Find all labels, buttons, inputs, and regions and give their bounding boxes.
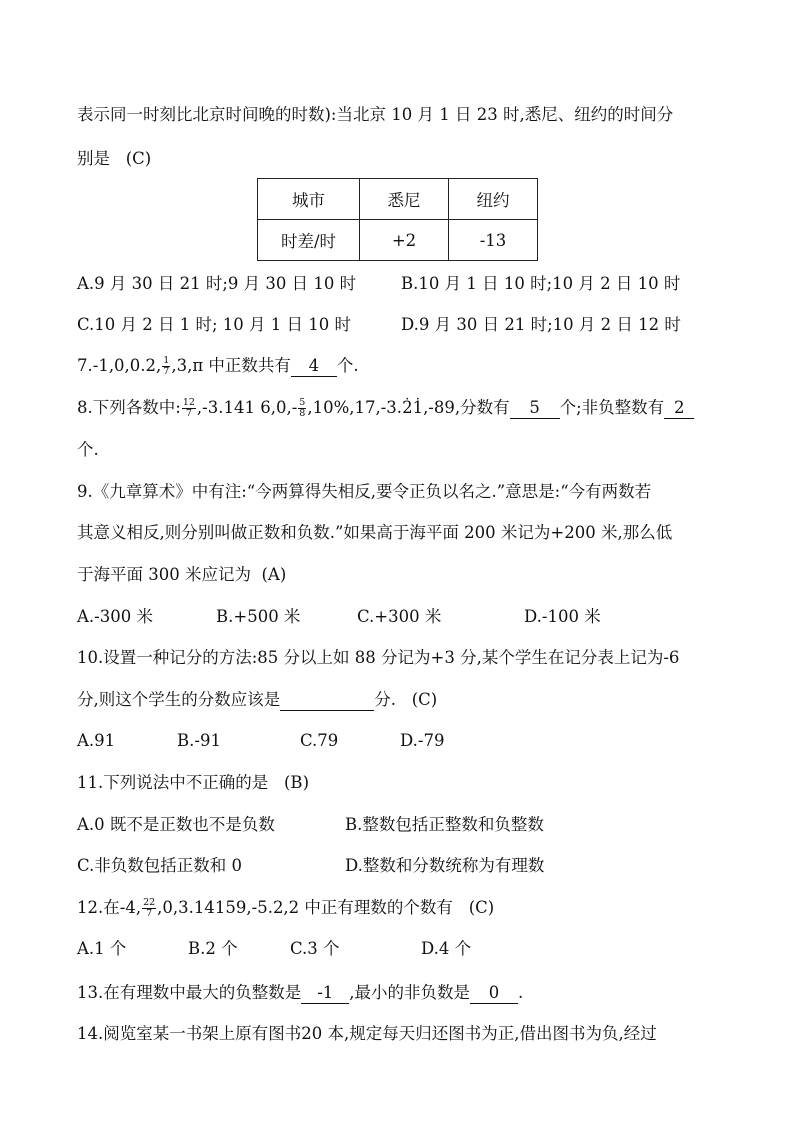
option-d: D.9 月 30 日 21 时;10 月 2 日 12 时: [401, 315, 681, 334]
q13-prefix: 13.在有理数中最大的负整数是: [77, 983, 302, 1002]
q11-options-row2: [77, 854, 727, 878]
q10-answer: (C): [411, 690, 438, 709]
fraction-numerator: 5: [299, 397, 306, 408]
fraction-numerator: 22: [143, 897, 156, 908]
q6-options-row2: [77, 313, 727, 337]
option-b: B.10 月 1 日 10 时;10 月 2 日 10 时: [401, 274, 681, 293]
option-b: B.-91: [177, 731, 221, 750]
option-d: D.4 个: [421, 939, 472, 958]
q11-options-row1: [77, 813, 727, 837]
option-a: A.0 既不是正数也不是负数: [77, 815, 275, 834]
q8-line2: 个.: [77, 440, 99, 459]
q11-stem-text: 11.下列说法中不正确的是: [77, 773, 269, 792]
fraction-denominator: 7: [146, 908, 153, 919]
q7-prefix: 7.-1,0,0.2,: [77, 356, 162, 375]
q12-answer: (C): [468, 898, 495, 917]
q10-stem-line1: 10.设置一种记分的方法:85 分以上如 88 分记为+3 分,某个学生在记分表上记为-6: [77, 648, 680, 667]
q12-stem-text: ,0,3.14159,-5.2,2 中正有理数的个数有: [157, 898, 453, 917]
option-c: C.非负数包括正数和 0: [77, 856, 243, 875]
q13-text: ,最小的非负数是: [349, 983, 470, 1002]
q9-options: [77, 605, 727, 629]
q11-answer: (B): [284, 773, 309, 792]
q7-suffix: 个.: [336, 356, 359, 375]
repeating-digit: · 1: [413, 398, 424, 417]
table-row: [258, 179, 538, 220]
q9-stem-text: 于海平面 300 米应记为: [77, 565, 251, 584]
q8-text: ,-3.141 6,0,-: [196, 398, 298, 417]
option-b: B.+500 米: [216, 607, 301, 626]
fraction-numerator: 1: [163, 355, 170, 366]
table-cell: 时差/时: [258, 220, 360, 261]
answer-blank: 4: [291, 356, 337, 377]
option-c: C.79: [300, 731, 339, 750]
q6-stem-line1: 表示同一时刻比北京时间晚的时数):当北京 10 月 1 日 23 时,悉尼、纽约的时间分: [77, 105, 674, 124]
q12-prefix: 12.在-4,: [77, 898, 142, 917]
option-c: C.10 月 2 日 1 时; 10 月 1 日 10 时: [77, 315, 352, 334]
option-c: C.3 个: [290, 939, 340, 958]
q12-stem: [77, 896, 494, 920]
q8-text: 个;非负整数有: [559, 398, 665, 417]
q10-options: [77, 729, 727, 753]
option-b: B.整数包括正整数和负整数: [345, 815, 544, 834]
q13-suffix: .: [518, 983, 524, 1002]
q10-stem-line2: [77, 688, 437, 712]
q8: [77, 396, 694, 420]
answer-blank: 0: [470, 983, 518, 1004]
fraction: [182, 398, 196, 419]
fraction-denominator: 8: [299, 408, 306, 419]
q9-stem-line3: [77, 563, 286, 587]
table-cell: +2: [360, 220, 449, 261]
table-header-cell: 纽约: [449, 179, 538, 220]
q10-stem-suffix: 分.: [374, 690, 396, 709]
q9-stem-line2: 其意义相反,则分别叫做正数和负数.”如果高于海平面 200 米记为+200 米,那么低: [77, 523, 673, 542]
table-row: [258, 220, 538, 261]
q6-stem-line2: [77, 147, 151, 171]
q14-stem-line1: 14.阅览室某一书架上原有图书20 本,规定每天归还图书为正,借出图书为负,经过: [77, 1024, 657, 1043]
option-d: D.-79: [400, 731, 445, 750]
q8-text: ,10%,17,-3.: [307, 398, 403, 417]
table-cell: -13: [449, 220, 538, 261]
answer-blank: [280, 690, 374, 711]
q6-stem-text: 别是: [77, 149, 110, 168]
table-header-cell: 悉尼: [360, 179, 449, 220]
answer-blank: 5: [510, 398, 560, 419]
repeating-digit: · 2: [402, 398, 413, 417]
q8-text: ,-89,分数有: [423, 398, 510, 417]
option-a: A.9 月 30 日 21 时;9 月 30 日 10 时: [77, 274, 357, 293]
fraction-numerator: 12: [182, 397, 195, 408]
option-a: A.91: [77, 731, 116, 750]
fraction-denominator: 7: [163, 366, 170, 377]
table-header-cell: 城市: [258, 179, 360, 220]
fraction: [298, 398, 306, 419]
q7: [77, 354, 359, 378]
option-d: D.-100 米: [524, 607, 601, 626]
option-c: C.+300 米: [357, 607, 442, 626]
fraction: [142, 898, 156, 919]
q8-prefix: 8.下列各数中:: [77, 398, 181, 417]
q6-answer: (C): [125, 149, 152, 168]
answer-blank: -1: [301, 983, 349, 1004]
q10-stem-text: 分,则这个学生的分数应该是: [77, 690, 281, 709]
option-a: A.-300 米: [77, 607, 153, 626]
q13: [77, 981, 523, 1005]
q11-stem: [77, 771, 309, 795]
q6-options-row1: [77, 272, 727, 296]
q9-stem-line1: 9.《九章算术》中有注:“今两算得失相反,要令正负以名之.”意思是:“今有两数若: [77, 482, 652, 501]
time-difference-table: [257, 178, 538, 261]
q12-options: [77, 937, 727, 961]
fraction: [162, 356, 170, 377]
q9-answer: (A): [261, 565, 287, 584]
option-a: A.1 个: [77, 939, 127, 958]
answer-blank: 2: [664, 398, 694, 419]
option-d: D.整数和分数统称为有理数: [345, 856, 545, 875]
option-b: B.2 个: [188, 939, 238, 958]
q7-text: ,3,π 中正数共有: [171, 356, 291, 375]
fraction-denominator: 7: [185, 408, 192, 419]
